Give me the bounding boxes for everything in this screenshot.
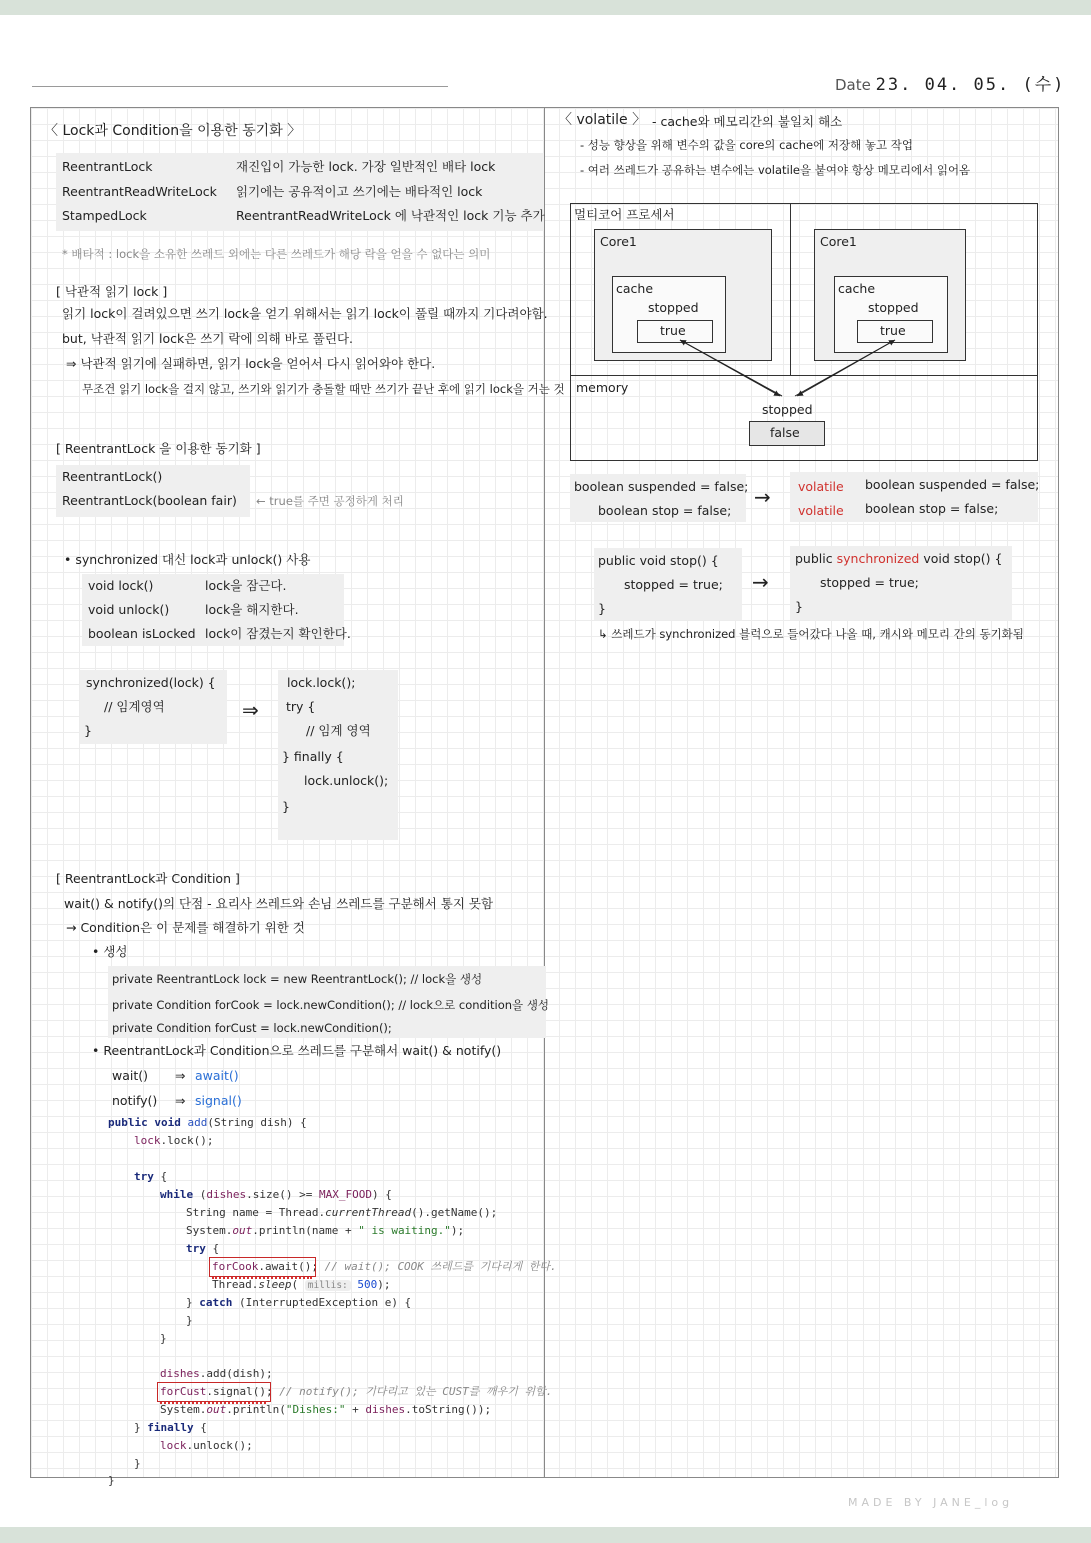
lock-line-6: }	[282, 799, 290, 814]
sync-line-3: }	[84, 723, 92, 738]
decl-after-kw-2: volatile	[798, 503, 844, 518]
code-line-11: }	[186, 1314, 193, 1327]
lock-line-1: lock.lock();	[287, 675, 356, 690]
method-sig-1: void lock()	[88, 578, 154, 593]
condition-line-1: wait() & notify()의 단점 - 요리사 쓰레드와 손님 쓰레드를 구분해서 통지 못함	[64, 896, 494, 911]
lock-name-1: ReentrantLock	[62, 159, 153, 174]
cache-value-1: true	[660, 323, 686, 338]
lock-line-2: try {	[286, 699, 316, 714]
date-field: Date 23. 04. 05. (수)	[835, 75, 1066, 95]
code-line-15: System.out.println("Dishes:" + dishes.toString());	[160, 1403, 492, 1416]
sync-arrow: ⇒	[242, 698, 259, 722]
stop-after-2: stopped = true;	[820, 575, 919, 590]
core-label-2: Core1	[820, 234, 857, 249]
memory-value: false	[770, 425, 800, 440]
stop-before-3: }	[598, 601, 606, 616]
code-line-1: public void add(String dish) {	[108, 1116, 307, 1129]
sync-line-1: synchronized(lock) {	[86, 675, 216, 690]
bottom-band	[0, 1527, 1091, 1543]
method-sig-2: void unlock()	[88, 602, 170, 617]
arrow-to-memory-1	[680, 340, 780, 396]
volatile-bullet-1: - 성능 향상을 위해 변수의 값을 core의 cache에 저장해 놓고 작업	[580, 138, 913, 152]
code-line-12: }	[160, 1332, 167, 1345]
optimistic-line-1: 읽기 lock이 걸려있으면 쓰기 lock을 얻기 위해서는 읽기 lock이 풀릴 때까지 기다려야함.	[62, 306, 548, 321]
code-line-6: System.out.println(name + " is waiting.");	[186, 1224, 465, 1237]
optimistic-line-3: ⇒ 낙관적 읽기에 실패하면, 읽기 lock을 얻어서 다시 읽어와야 한다.	[66, 356, 436, 371]
code-line-4: while (dishes.size() >= MAX_FOOD) {	[160, 1188, 392, 1201]
reentrant-heading: [ ReentrantLock 을 이용한 동기화 ]	[56, 441, 261, 456]
sync-note: ↳ 쓰레드가 synchronized 블럭으로 들어갔다 나올 때, 캐시와 메모리 간의 동기화됨	[598, 627, 1024, 641]
code-line-2: lock.lock();	[134, 1134, 214, 1147]
code-line-19: }	[108, 1474, 115, 1487]
code-line-9: Thread.sleep( millis: 500);	[212, 1278, 391, 1291]
decl-arrow: →	[754, 485, 771, 509]
reentrant-ctor-2: ReentrantLock(boolean fair)	[62, 493, 237, 508]
optimistic-line-4: 무조건 읽기 lock을 걸지 않고, 쓰기와 읽기가 충돌할 때만 쓰기가 끝난 후에 읽기 lock을 거는 것	[82, 382, 565, 396]
made-by-footer: MADE BY JANE_log	[848, 1496, 1014, 1509]
create-line-3: private Condition forCust = lock.newCondition();	[112, 1021, 392, 1035]
condition-line-2: → Condition은 이 문제를 해결하기 위한 것	[66, 920, 305, 935]
cache-value-2: true	[880, 323, 906, 338]
cache-var-1: stopped	[648, 300, 699, 315]
code-line-3: try {	[134, 1170, 168, 1183]
map-arrow-2: ⇒	[175, 1093, 186, 1108]
code-line-13: dishes.add(dish);	[160, 1367, 273, 1380]
code-line-7: try {	[186, 1242, 220, 1255]
decl-after-kw-1: volatile	[798, 479, 844, 494]
code-line-8: forCook.await(); // wait(); COOK 쓰레드를 기다리게 한다.	[212, 1260, 557, 1273]
core-label-1: Core1	[600, 234, 637, 249]
cache-label-1: cache	[616, 281, 654, 296]
usage-bullet: • ReentrantLock과 Condition으로 쓰레드를 구분해서 wait() & notify()	[92, 1043, 502, 1058]
create-line-2: private Condition forCook = lock.newCondition(); // lock으로 condition을 생성	[112, 998, 550, 1012]
code-line-5: String name = Thread.currentThread().getName();	[186, 1206, 498, 1219]
lock-line-4: } finally {	[282, 749, 344, 764]
optimistic-line-2: but, 낙관적 읽기 lock은 쓰기 락에 의해 바로 풀린다.	[62, 331, 353, 346]
decl-before-2: boolean stop = false;	[598, 503, 732, 518]
stop-before-1: public void stop() {	[598, 553, 719, 568]
map-arrow-1: ⇒	[175, 1068, 186, 1083]
memory-label: memory	[576, 380, 629, 395]
sync-line-2: // 임계영역	[104, 699, 165, 714]
stop-arrow: →	[752, 570, 769, 594]
code-line-16: } finally {	[134, 1421, 207, 1434]
arrow-to-memory-2	[797, 340, 895, 396]
method-sig-3: boolean isLocked	[88, 626, 196, 641]
exclusive-note: * 배타적 : lock을 소유한 쓰레드 외에는 다른 쓰레드가 해당 락을 얻을 수 없다는 의미	[62, 247, 491, 261]
methods-bullet: • synchronized 대신 lock과 unlock() 사용	[64, 552, 311, 567]
create-bullet: • 생성	[92, 944, 128, 959]
lock-name-3: StampedLock	[62, 208, 147, 223]
lock-desc-3: ReentrantReadWriteLock 에 낙관적인 lock 기능 추가	[236, 208, 545, 223]
right-title: 〈 volatile 〉	[558, 112, 647, 128]
optimistic-heading: [ 낙관적 읽기 lock ]	[56, 284, 168, 299]
decl-after-2: boolean stop = false;	[865, 501, 999, 516]
lock-desc-2: 읽기에는 공유적이고 쓰기에는 배타적인 lock	[236, 184, 483, 199]
lock-line-3: // 임계 영역	[306, 723, 371, 738]
map-wait: wait()	[112, 1068, 149, 1083]
memory-var: stopped	[762, 402, 813, 417]
reentrant-ctor-note: ← true를 주면 공정하게 처리	[256, 494, 404, 508]
code-line-14: forCust.signal(); // notify(); 기다리고 있는 CUST를 깨우기 위함.	[160, 1385, 553, 1398]
right-title-desc: - cache와 메모리간의 불일치 해소	[652, 114, 843, 129]
lock-desc-1: 재진입이 가능한 lock. 가장 일반적인 배타 lock	[236, 159, 496, 174]
diagram-title: 멀티코어 프로세서	[574, 207, 675, 222]
lock-name-2: ReentrantReadWriteLock	[62, 184, 217, 199]
method-desc-3: lock이 잠겼는지 확인한다.	[205, 626, 351, 641]
decl-after-1: boolean suspended = false;	[865, 477, 1040, 492]
code-line-10: } catch (InterruptedException e) {	[186, 1296, 412, 1309]
code-line-18: }	[134, 1457, 141, 1470]
cache-var-2: stopped	[868, 300, 919, 315]
stop-before-2: stopped = true;	[624, 577, 723, 592]
map-await: await()	[195, 1068, 239, 1083]
map-notify: notify()	[112, 1093, 158, 1108]
stop-after-3: }	[795, 599, 803, 614]
cache-label-2: cache	[838, 281, 876, 296]
method-desc-2: lock을 해지한다.	[205, 602, 299, 617]
volatile-bullet-2: - 여러 쓰레드가 공유하는 변수에는 volatile을 붙여야 항상 메모리에서 읽어옴	[580, 163, 971, 177]
code-line-17: lock.unlock();	[160, 1439, 253, 1452]
left-title: 〈 Lock과 Condition을 이용한 동기화 〉	[44, 123, 302, 139]
create-line-1: private ReentrantLock lock = new ReentrantLock(); // lock을 생성	[112, 972, 483, 986]
decl-before-1: boolean suspended = false;	[574, 479, 749, 494]
condition-heading: [ ReentrantLock과 Condition ]	[56, 871, 240, 886]
method-desc-1: lock을 잠근다.	[205, 578, 287, 593]
date-value: 23. 04. 05. (수)	[875, 75, 1066, 95]
stop-after-1: public synchronized void stop() {	[795, 551, 1003, 566]
reentrant-ctor-1: ReentrantLock()	[62, 469, 163, 484]
map-signal: signal()	[195, 1093, 242, 1108]
lock-line-5: lock.unlock();	[304, 773, 389, 788]
